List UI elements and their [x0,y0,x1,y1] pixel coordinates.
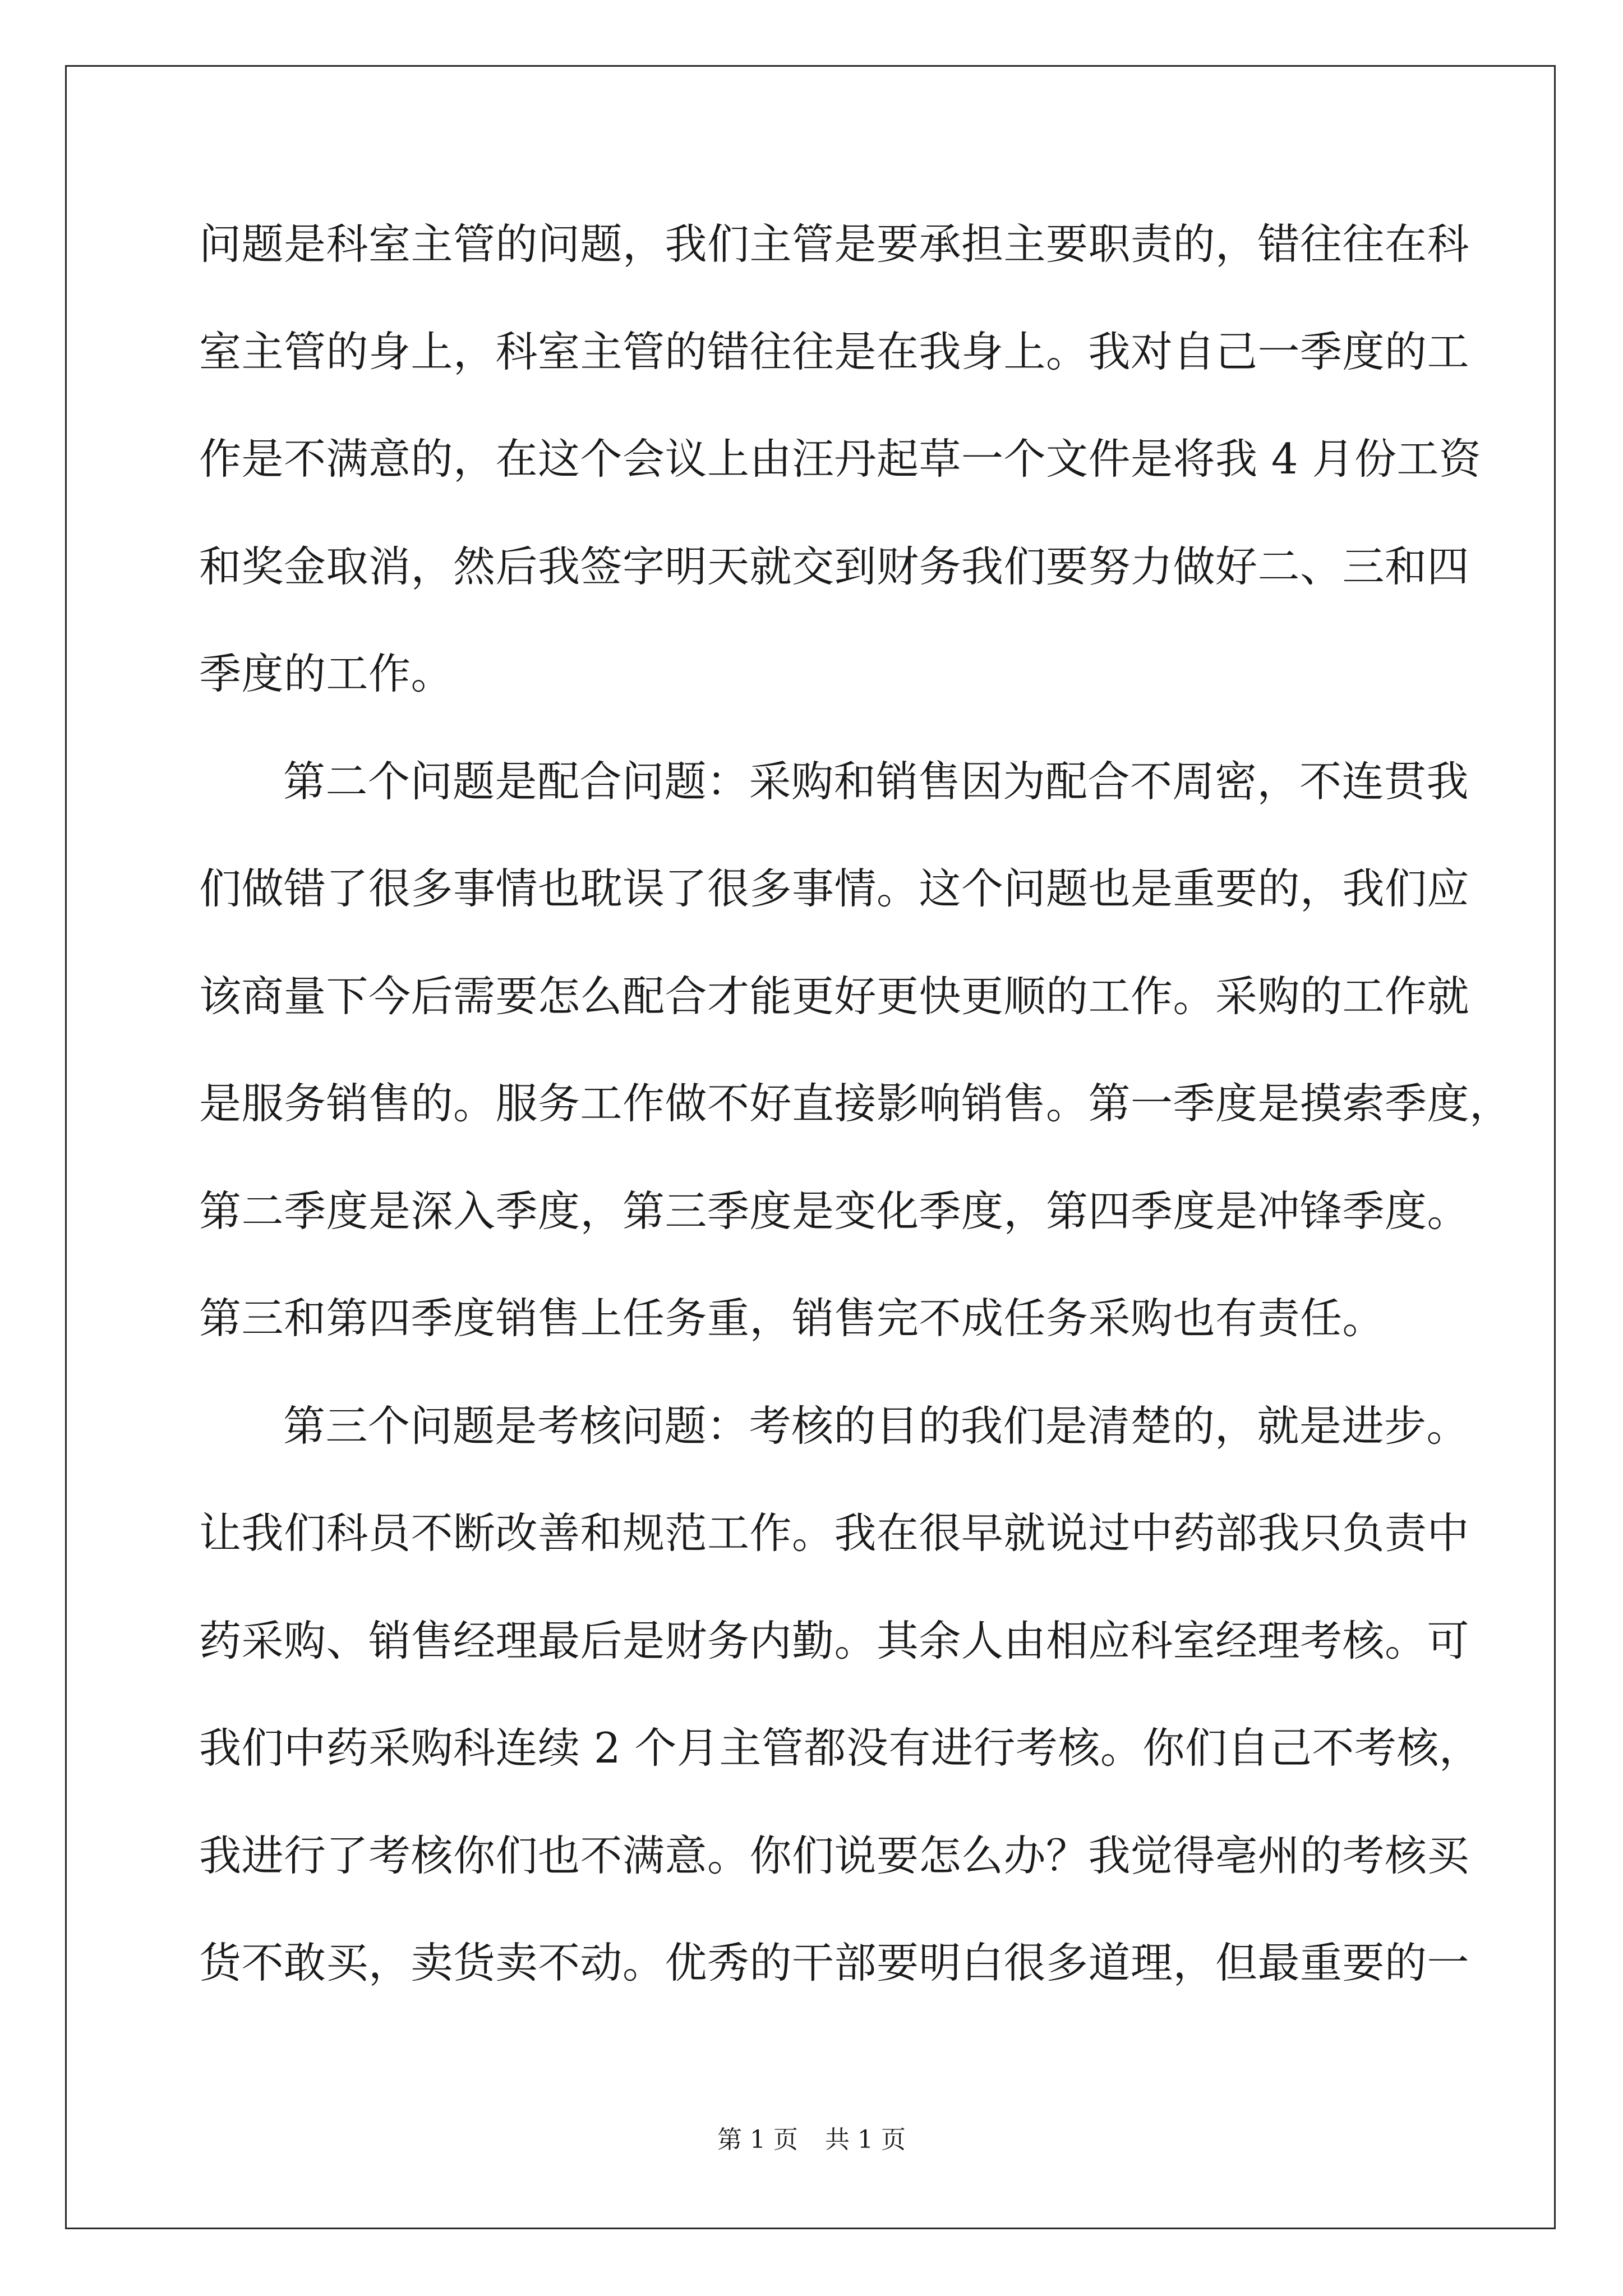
text-line: 第三个问题是考核问题：考核的目的我们是清楚的，就是进步。 [283,1401,1469,1451]
text-line: 作是不满意的，在这个会议上由汪丹起草一个文件是将我 4 月份工资 [199,434,1482,484]
text-line: 和奖金取消，然后我签字明天就交到财务我们要努力做好二、三和四 [199,541,1470,591]
text-line: 第三和第四季度销售上任务重，销售完不成任务采购也有责任。 [199,1294,1385,1343]
text-line: 药采购、销售经理最后是财务内勤。其余人由相应科室经理考核。可 [199,1616,1470,1665]
page-number-current: 第 1 页 [717,2125,798,2154]
text-line: 我进行了考核你们也不满意。你们说要怎么办？我觉得亳州的考核买 [199,1830,1470,1880]
text-line: 货不敢买，卖货卖不动。优秀的干部要明白很多道理，但最重要的一 [199,1938,1470,1987]
text-line: 第二季度是深入季度，第三季度是变化季度，第四季度是冲锋季度。 [199,1186,1470,1236]
text-line: 让我们科员不断改善和规范工作。我在很早就说过中药部我只负责中 [199,1508,1470,1558]
text-line: 室主管的身上，科室主管的错往往是在我身上。我对自己一季度的工 [199,326,1470,376]
text-line: 该商量下今后需要怎么配合才能更好更快更顺的工作。采购的工作就 [199,971,1470,1021]
text-line: 第二个问题是配合问题：采购和销售因为配合不周密，不连贯我 [283,756,1469,806]
text-line: 我们中药采购科连续 2 个月主管都没有进行考核。你们自己不考核， [199,1723,1482,1773]
text-line: 是服务销售的。服务工作做不好直接影响销售。第一季度是摸索季度， [199,1079,1512,1128]
text-line: 问题是科室主管的问题，我们主管是要承担主要职责的，错往往在科 [199,219,1470,269]
document-body [199,191,1512,2017]
text-line: 季度的工作。 [199,649,454,698]
page-footer [0,2119,1623,2155]
text-line: 们做错了很多事情也耽误了很多事情。这个问题也是重要的，我们应 [199,864,1470,913]
page-number-total: 共 1 页 [825,2125,906,2154]
